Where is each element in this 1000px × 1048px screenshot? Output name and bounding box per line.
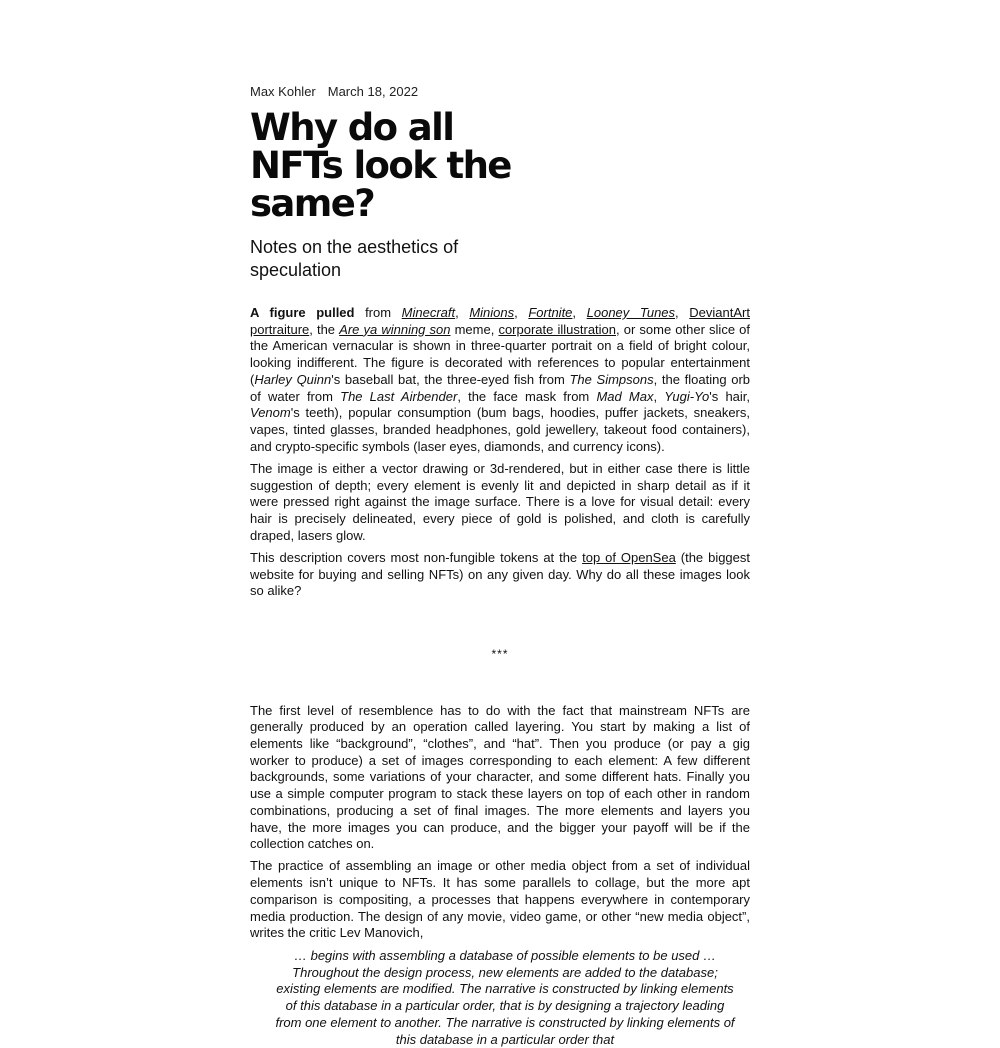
text: , [455,305,470,320]
link-corporate-illustration[interactable]: corporate illustration [498,321,617,337]
text: , [514,305,529,320]
text: , the [309,321,340,337]
text: , [572,305,587,320]
text: Mad Max [596,388,654,404]
text: , [675,305,690,320]
text: 's hair, [709,388,751,404]
text: (the biggest website for buying and selling NFTs) on any given day. Why do all these images look so alike? [250,549,751,599]
text: , or some other slice of the American vernacular is shown in three-quarter portrait on a field of bright colour, looking indifferent. The figure is decorated with references to popular entertainment ( [250,321,750,387]
text: This description covers most non-fungible tokens at the [250,549,583,565]
link-deviantart[interactable]: DeviantArt portraiture [250,305,750,337]
author-name[interactable]: Max Kohler [250,84,316,99]
text: 's teeth), popular consumption (bum bags, hoodies, puffer jackets, sneakers, vapes, tinted glasses, branded headphones, gold jewellery, takeout food containers), and crypto-specific symbols (laser eyes, diamonds, and currency icons). [250,405,750,454]
paragraph: The first level of resemblence has to do with the fact that mainstream NFTs are generally produced by an operation called layering. You start by making a list of elements like “background”, “clothes”, and “hat”. Then you produce (or pay a gig worker to produce) a set of images corresponding to each element: A few different backgrounds, some variations of your character, and some different hats. Finally you use a simple computer program to stack these layers on top of each other in random combinations, producing a set of final images. The more elements and layers you have, the more images you can produce, and the bigger your payoff will be if the collection catches on. [250,702,750,852]
text: Venom [250,405,291,421]
text: , [653,388,665,404]
link-minions[interactable]: Minions [469,305,515,320]
link-fortnite[interactable]: Fortnite [528,305,573,320]
paragraph: The image is either a vector drawing or 3d-rendered, but in either case there is little suggestion of depth; every element is evenly lit and depicted in sharp detail as if it were pressed right against the image surface. There is a love for visual detail: every hair is precisely delineated, every piece of gold is polished, and cloth is carefully draped, lasers glow. [250,460,750,543]
text: Yugi-Yo [664,388,710,404]
publish-date: March 18, 2022 [327,84,419,99]
page-title: Why do all NFTs look the same? [250,106,511,225]
text: 's baseball bat, the three-eyed fish from [331,371,570,387]
text: meme, [450,321,499,337]
text: , the face mask from [457,388,597,404]
paragraph: The practice of assembling an image or other media object from a set of individual elements isn’t unique to NFTs. It has some parallels to collage, but the more apt comparison is compositing, a processes that happens everywhere in contemporary media production. The design of any movie, video game, or other “new media object”, writes the critic Lev Manovich, [250,858,750,941]
text: from [354,305,402,320]
lede-text: A figure pulled [250,305,355,320]
link-top-of-opensea[interactable]: top of OpenSea [582,549,676,565]
paragraph [250,305,750,455]
text: , the floating orb of water from [250,371,751,404]
link-winning-son[interactable]: Are ya winning son [339,321,451,337]
link-minecraft[interactable]: Minecraft [401,305,456,320]
article-body [250,305,750,1048]
paragraph [250,550,750,600]
link-looney-tunes[interactable]: Looney Tunes [586,305,676,320]
byline [250,84,418,99]
text: Harley Quinn [254,371,332,387]
text: The Simpsons [569,371,654,387]
section-separator: *** [491,646,509,661]
text: The Last Airbender [340,388,458,404]
block-quote: … begins with assembling a database of possible elements to be used … Throughout the design process, new elements are added to the database; existing elements are modified. The narrative is constructed by linking elements of this database in a particular order, that is by designing a trajectory leading from one element to another. The narrative is constructed by linking elements of this database in a particular order that [275,948,735,1047]
page-subtitle: Notes on the aesthetics of speculation [250,237,459,280]
